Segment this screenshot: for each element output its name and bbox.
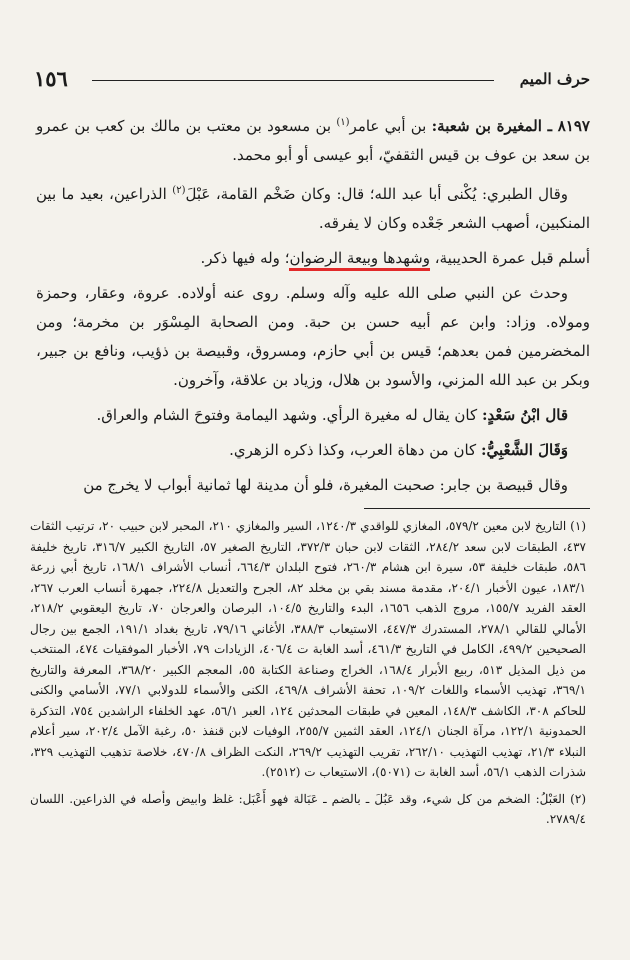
quote-label: قال ابْنُ سَعْدٍ: [481, 406, 568, 424]
footnote-1: (١) التاريخ لابن معين ٥٧٩/٢، المغازي للواقدي ١٢٤٠/٣، السير والمغازي ٢١٠، المحبر لابن حبيب ٢٠، ترتيب الثقات ٤٣٧، الطبقات لابن سعد ٢٨٤/٢، الثقات لابن حبان ٣٧٢/٣، التاريخ الصغير ٥٧، التاريخ الكبير ٣١٦/٧، تاريخ خليفة ٥٨٦، طبقات خليفة ٥٣، سيرة ابن هشام ٢٦٠/٣، فتوح البلدان ٦٦٤/٣، أنساب الأشراف ١٦٨/١، تاريخ أبي زرعة ١٨٣/١، عيون الأخبار ٢٠٤/١، مقدمة مسند بقي بن مخلد ٨٢، الجرح والتعديل ٢٢٤/٨، جمهرة أنساب العرب ٢٦٧، العقد الفريد ١٥٥/٧، مروج الذهب ١٦٥٦، البدء والتاريخ ١٠٤/٥، البرصان والعرجان ٧٠، تاريخ اليعقوبي ٢١٨/٢، الأمالي للقالي ٢٧٨/١، المستدرك ٤٤٧/٣، الاستيعاب ٣٨٨/٣، الأغاني ٧٩/١٦، تاريخ بغداد ١٩١/١، الجمع بين رجال الصحيحين ٤٩٩/٢، الكامل في التاريخ ٤٦١/٣، أسد الغابة ت ٤٠٦/٤، الزيادات ٧٩، الأخبار الموفقيات ٤٧٤، المنتخب من ذيل المذيل ٥١٣، ربيع الأبرار ١٦٨/٤، الخراج وصناعة الكتابة ٥٥، المعجم الكبير ٣٦٨/٢٠، المعرفة والتاريخ ٣٦٩/١، تهذيب الأسماء واللغات ١٠٩/٢، تحفة الأشراف ٤٦٩/٨، الكنى والأسماء للدولابي ٧٧/١، الأسامي والكنى للحاكم ٣٠٨، الكاشف ١٤٨/٣، المعين في طبقات المحدثين ١٢٤، العبر ٥٦/١، عهد الخلفاء الراشدين ٧٥٤، التذكرة الحمدونية ١٢٢/١، مرآة الجنان ١٢٤/١، العقد الثمين ٢٥٥/٧، الوفيات لابن قنفذ ٥٠، رغبة الآمل ٢٠٢/٤، سير أعلام النبلاء ٢١/٣، تهذيب التهذيب ٢٦٢/١٠، تقريب التهذيب ٢٦٩/٢، النكت الظراف ٤٧٠/٨، خلاصة تذهيب التهذيب ٣٢٩، شذرات الذهب ٥٦/١، أسد الغابة ت (٥٠٧١)، الاستيعاب ت (٢٥١٢). [30, 519, 587, 779]
paragraph-text: الذراعين، بعيد ما بين المنكبين، أصهب الشعر جَعْده وكان لا يفرقه. [36, 185, 590, 232]
entry-paragraph [36, 108, 590, 170]
paragraph-tabari [36, 176, 590, 238]
quote-label: وَقَالَ الشَّعْبِيُّ: [480, 441, 568, 459]
paragraph-text: ؛ وله فيها ذكر. [200, 249, 290, 267]
page-header [34, 66, 590, 92]
page-number: ١٥٦ [34, 66, 68, 91]
paragraph-shabi [36, 436, 590, 465]
main-text [36, 108, 590, 506]
running-title: حرف الميم [519, 70, 590, 88]
header-rule [92, 80, 494, 81]
paragraph-narrators: وحدث عن النبي صلى الله عليه وآله وسلم. روى عنه أولاده. عروة، وعقار، وحمزة ومولاه. وزاد: وابن عم أبيه حسن بن حبة. ومن الصحابة المِسْوَر بن مخرمة؛ ومن المخضرمين فمن بعدهم؛ قيس بن أبي حازم، ومسروق، وقبيصة بن ذؤيب، ونافع بن جبير، وبكر بن عبد الله المزني، والأسود بن هلال، وزياد بن علاقة، وآخرون. [36, 284, 590, 389]
entry-text-rest: بن مسعود بن معتب بن مالك بن كعب بن عمرو بن سعد بن عوف بن قيس الثقفيّ، أبو عيسى أو أبو محمد. [36, 117, 590, 164]
paragraph-islam [36, 244, 590, 273]
footnotes [30, 516, 586, 836]
footnote-separator [364, 508, 590, 509]
footnote-2: (٢) العَبْلُ: الضخم من كل شيء، وقد عَبُلَ ـ بالضم ـ عَبَالة فهو أَعْبَل: غلظ وابيض وأصله في الذراعين. اللسان ٢٧٨٩/٤. [30, 791, 586, 826]
paragraph-text: وقال الطبري: يُكْنى أبا عبد الله؛ قال: وكان ضَخْم القامة، عَبْلَ [185, 185, 568, 203]
entry-text: بن أبي عامر [349, 117, 427, 135]
paragraph-ibn-saad [36, 401, 590, 430]
paragraph-text: كان يقال له مغيرة الرأي. وشهد اليمامة وفتوحَ الشام والعراق. [96, 406, 478, 424]
entry-heading: ٨١٩٧ ـ المغيرة بن شعبة: [431, 117, 590, 135]
footnote-ref-1: (١) [336, 117, 350, 128]
footnote-ref-2: (٢) [172, 185, 186, 196]
red-underlined-phrase: وشهدها وبيعة الرضوان [289, 249, 430, 271]
paragraph-text: أسلم قبل عمرة الحديبية، [434, 249, 590, 267]
paragraph-text: كان من دهاة العرب، وكذا ذكره الزهري. [229, 441, 477, 459]
paragraph-qabisa: وقال قبيصة بن جابر: صحبت المغيرة، فلو أن مدينة لها ثمانية أبواب لا يخرج من [83, 476, 568, 494]
